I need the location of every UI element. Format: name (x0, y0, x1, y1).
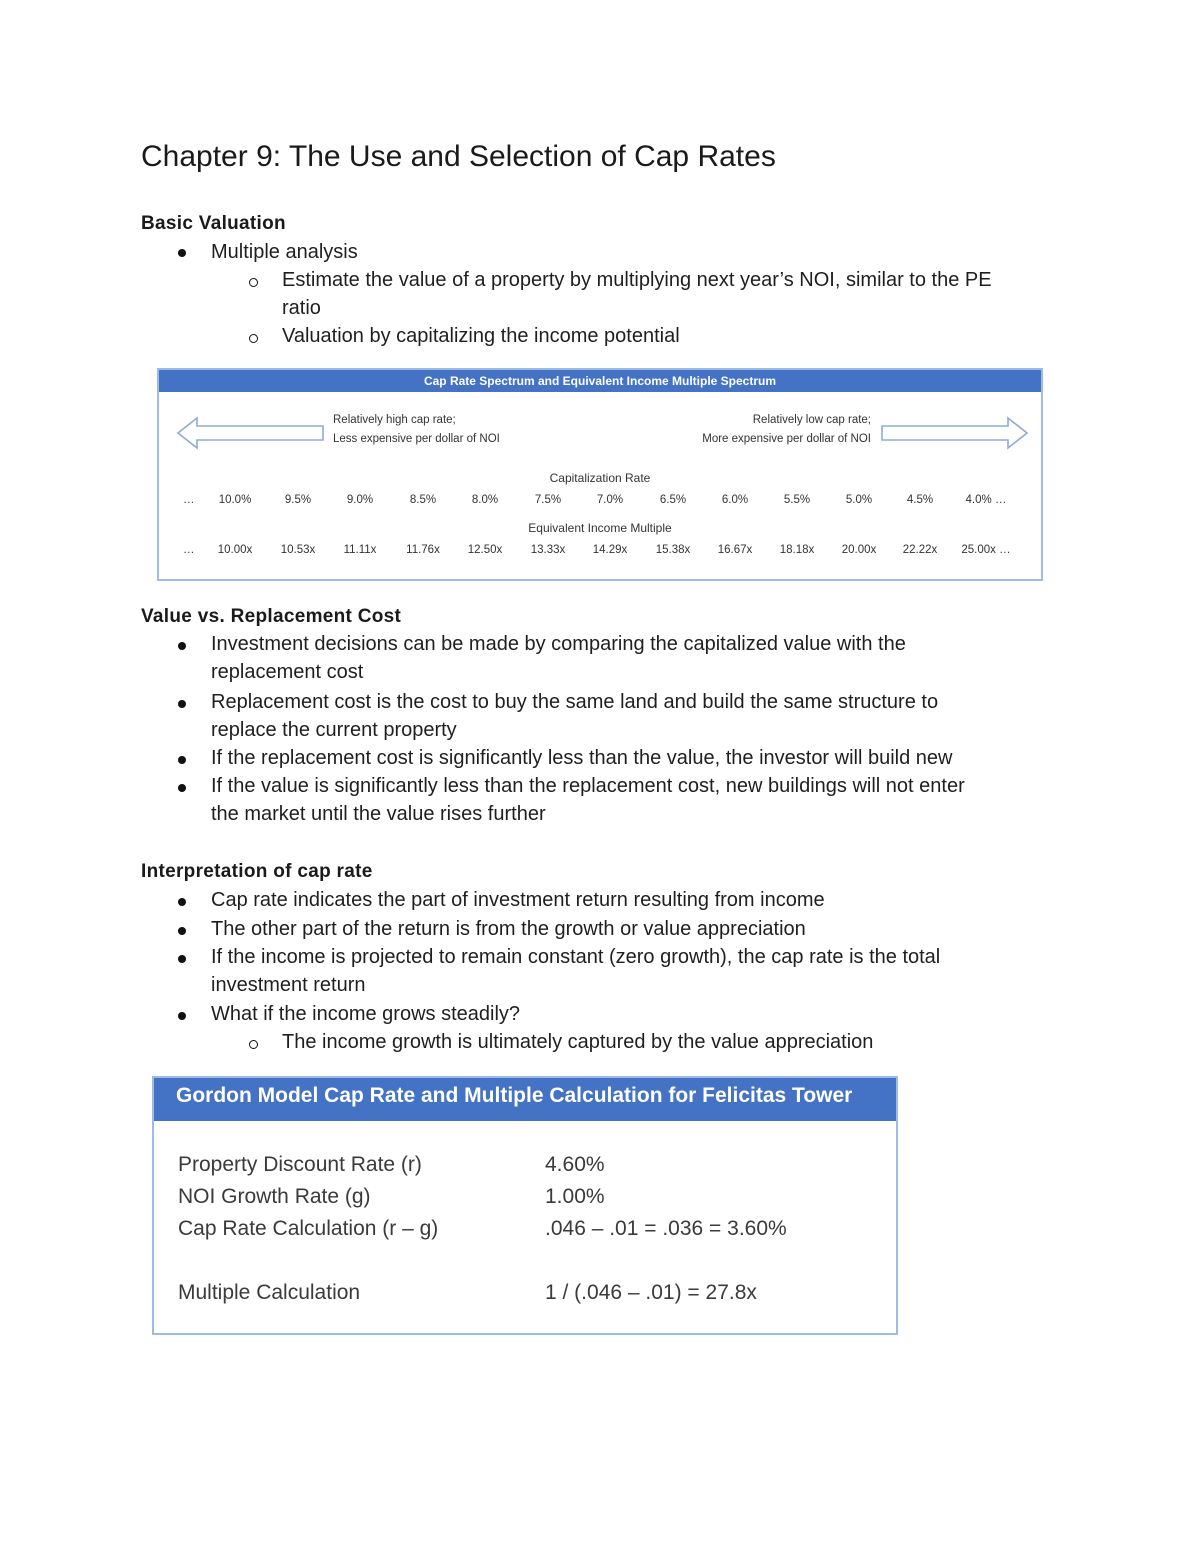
cap-rate-cell: 5.0% (845, 494, 873, 506)
bullet-dot (178, 249, 186, 257)
bullet-dot (178, 642, 186, 650)
multiple-calc-value: 1 / (.046 – .01) = 27.8x (545, 1281, 757, 1304)
heading-interpretation: Interpretation of cap rate (141, 861, 373, 882)
cap-rate-cell: 4.0% … (965, 494, 1007, 506)
cap-rate-cell: 7.5% (534, 494, 562, 506)
multiple-cell: 11.11x (343, 544, 377, 556)
bullet-text: If the value is significantly less than the replacement cost, new buildings will not enter (211, 775, 965, 797)
multiple-cell: 11.76x (406, 544, 440, 556)
cap-rate-cell: 6.0% (721, 494, 749, 506)
heading-value-vs-replacement: Value vs. Replacement Cost (141, 606, 402, 627)
cap-rate-cell: 8.5% (409, 494, 437, 506)
multiple-cell: 20.00x (841, 544, 877, 556)
bullet-text: What if the income grows steadily? (211, 1003, 521, 1025)
multiple-cell: 10.00x (217, 544, 253, 556)
growth-rate-value: 1.00% (545, 1185, 605, 1208)
right-label-line1: Relatively low cap rate; (752, 414, 871, 426)
multiple-ellipsis: … (183, 544, 195, 556)
multiple-cell: 15.38x (655, 544, 691, 556)
bullet-text-cont: replace the current property (211, 719, 457, 741)
multiple-cell: 13.33x (530, 544, 566, 556)
bullet-text: Investment decisions can be made by comparing the capitalized value with the (211, 633, 906, 655)
cap-rate-cell: 8.0% (471, 494, 499, 506)
cap-rate-cell: 9.0% (346, 494, 374, 506)
cap-rate-spectrum-figure (157, 368, 1043, 581)
figure-header: Cap Rate Spectrum and Equivalent Income Multiple Spectrum (159, 370, 1041, 392)
bullet-text: Cap rate indicates the part of investment return resulting from income (211, 889, 825, 911)
bullet-text: If the replacement cost is significantly less than the value, the investor will build new (211, 747, 953, 769)
multiple-cell: 16.67x (717, 544, 753, 556)
cap-rate-calc-label: Cap Rate Calculation (r – g) (178, 1217, 439, 1240)
left-label-line2: Less expensive per dollar of NOI (333, 433, 500, 445)
multiple-cell: 22.22x (902, 544, 938, 556)
cap-rate-row-label: Capitalization Rate (549, 471, 651, 485)
cap-rate-cell: 4.5% (906, 494, 934, 506)
bullet-text: If the income is projected to remain constant (zero growth), the cap rate is the total (211, 946, 941, 968)
cap-rate-calc-value: .046 – .01 = .036 = 3.60% (545, 1217, 787, 1240)
multiple-cell: 12.50x (467, 544, 503, 556)
multiple-cell: 10.53x (280, 544, 316, 556)
bullet-text-cont: the market until the value rises further (211, 803, 546, 825)
gordon-model-figure (152, 1076, 898, 1335)
bullet-text: Multiple analysis (211, 241, 358, 263)
bullet-text-cont: investment return (211, 974, 366, 996)
multiple-cell: 18.18x (779, 544, 815, 556)
sub-bullet-text: Estimate the value of a property by multiplying next year’s NOI, similar to the PE (282, 269, 992, 291)
figure-header: Gordon Model Cap Rate and Multiple Calculation for Felicitas Tower (154, 1078, 896, 1121)
cap-rate-cell: 7.0% (596, 494, 624, 506)
bullet-dot (178, 756, 186, 764)
bullet-dot (178, 700, 186, 708)
bullet-dot (178, 955, 186, 963)
sub-bullet-text: Valuation by capitalizing the income potential (282, 325, 680, 347)
left-arrow-icon (177, 416, 327, 450)
sub-bullet-ring (249, 1040, 258, 1049)
bullet-dot (178, 1012, 186, 1020)
growth-rate-label: NOI Growth Rate (g) (178, 1185, 371, 1208)
multiple-cell: 14.29x (592, 544, 628, 556)
sub-bullet-ring (249, 278, 258, 287)
discount-rate-value: 4.60% (545, 1153, 605, 1176)
heading-basic-valuation: Basic Valuation (141, 213, 286, 234)
multiple-calc-label: Multiple Calculation (178, 1281, 361, 1304)
multiple-cell: 25.00x … (961, 544, 1011, 556)
cap-rate-ellipsis: … (183, 494, 195, 506)
bullet-dot (178, 927, 186, 935)
sub-bullet-text: The income growth is ultimately captured by the value appreciation (282, 1031, 874, 1053)
cap-rate-cell: 9.5% (284, 494, 312, 506)
multiple-row-label: Equivalent Income Multiple (528, 521, 672, 535)
bullet-text-cont: replacement cost (211, 661, 364, 683)
sub-bullet-ring (249, 334, 258, 343)
cap-rate-cell: 6.5% (659, 494, 687, 506)
sub-bullet-text-cont: ratio (282, 297, 321, 319)
bullet-text: Replacement cost is the cost to buy the same land and build the same structure to (211, 691, 939, 713)
bullet-dot (178, 898, 186, 906)
page-title: Chapter 9: The Use and Selection of Cap Rates (141, 140, 776, 173)
cap-rate-cell: 10.0% (218, 494, 252, 506)
bullet-dot (178, 784, 186, 792)
right-label-line2: More expensive per dollar of NOI (702, 433, 871, 445)
left-label-line1: Relatively high cap rate; (333, 414, 456, 426)
right-arrow-icon (879, 416, 1029, 450)
discount-rate-label: Property Discount Rate (r) (178, 1153, 422, 1176)
bullet-text: The other part of the return is from the growth or value appreciation (211, 918, 806, 940)
cap-rate-cell: 5.5% (783, 494, 811, 506)
